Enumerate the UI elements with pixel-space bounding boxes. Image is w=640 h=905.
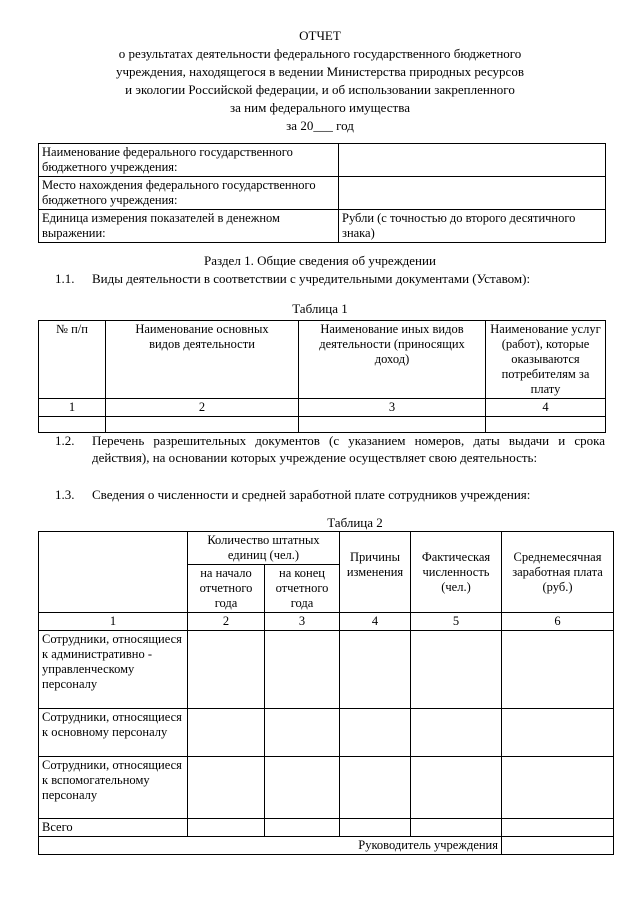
col-number: 1 <box>39 399 106 417</box>
institution-info-table <box>38 143 606 243</box>
col-number: 2 <box>188 613 265 631</box>
report-year-line: за 20___ год <box>286 118 354 133</box>
item-text: Перечень разрешительных документов (с указанием номеров, даты выдачи и срока действия), на основании которых учреждение осуществляет свою деятельность: <box>92 433 605 465</box>
row-label: Сотрудники, относящиеся к вспомогательному персоналу <box>39 757 188 819</box>
col-number: 2 <box>106 399 299 417</box>
table-cell <box>265 631 340 709</box>
item-number: 1.2. <box>55 433 75 448</box>
table-cell <box>502 631 614 709</box>
table-row <box>39 144 606 177</box>
table-row <box>39 631 614 709</box>
staff-table <box>38 531 614 855</box>
table-cell <box>340 631 411 709</box>
table-cell <box>265 819 340 837</box>
col-number: 5 <box>411 613 502 631</box>
info-value <box>339 144 606 177</box>
table-cell <box>188 631 265 709</box>
table-cell <box>265 757 340 819</box>
col-number: 6 <box>502 613 614 631</box>
table-number-row <box>39 613 614 631</box>
row-label: Всего <box>39 819 188 837</box>
col-subheader: на начало отчетного года <box>188 565 265 613</box>
table-row <box>39 417 606 433</box>
col-number: 1 <box>39 613 188 631</box>
table-cell <box>188 709 265 757</box>
report-subtitle-line: учреждения, находящегося в ведении Министерства природных ресурсов <box>116 64 524 79</box>
report-subtitle-line: о результатах деятельности федерального государственного бюджетного <box>118 46 522 61</box>
table-cell <box>340 709 411 757</box>
col-group-header: Количество штатных единиц (чел.) <box>188 532 340 565</box>
table1-caption: Таблица 1 <box>292 301 348 316</box>
signature-cell <box>502 837 614 855</box>
report-subtitle-line: за ним федерального имущества <box>230 100 410 115</box>
table-cell <box>411 631 502 709</box>
info-value: Рубли (с точностью до второго десятичного знака) <box>339 210 606 243</box>
report-header <box>0 27 640 135</box>
col-header: Причины изменения <box>340 532 411 613</box>
info-label: Наименование федерального государственного бюджетного учреждения: <box>39 144 339 177</box>
col-header: Среднемесячная заработная плата (руб.) <box>502 532 614 613</box>
table-cell <box>265 709 340 757</box>
section-heading: Раздел 1. Общие сведения об учреждении <box>204 253 436 268</box>
col-number: 3 <box>299 399 486 417</box>
col-header: Наименование иных видов деятельности (приносящих доход) <box>299 321 486 399</box>
col-header: Наименование основных видов деятельности <box>106 321 299 399</box>
table-row <box>39 177 606 210</box>
info-label: Место нахождения федерального государственного бюджетного учреждения: <box>39 177 339 210</box>
activities-table <box>38 320 606 433</box>
row-label: Сотрудники, относящиеся к основному персоналу <box>39 709 188 757</box>
col-number: 3 <box>265 613 340 631</box>
table-cell <box>411 757 502 819</box>
empty-header-cell <box>39 532 188 613</box>
table-header-row <box>39 532 614 565</box>
table-header-row <box>39 321 606 399</box>
table-row <box>39 709 614 757</box>
item-text: Виды деятельности в соответствии с учредительными документами (Уставом): <box>92 271 531 286</box>
table-cell <box>340 819 411 837</box>
table-cell <box>188 819 265 837</box>
info-value <box>339 177 606 210</box>
table-cell <box>106 417 299 433</box>
col-subheader: на конец отчетного года <box>265 565 340 613</box>
col-header: Фактическая численность (чел.) <box>411 532 502 613</box>
table-row <box>39 757 614 819</box>
table-cell <box>411 819 502 837</box>
item-text: Сведения о численности и средней заработной плате сотрудников учреждения: <box>92 487 531 502</box>
table-cell <box>502 757 614 819</box>
row-label: Сотрудники, относящиеся к административно - управленческому персоналу <box>39 631 188 709</box>
signature-label: Руководитель учреждения <box>39 837 502 855</box>
table-cell <box>486 417 606 433</box>
table-cell <box>411 709 502 757</box>
col-number: 4 <box>340 613 411 631</box>
report-title: ОТЧЕТ <box>299 28 341 43</box>
table-cell <box>39 417 106 433</box>
report-subtitle-line: и экологии Российской федерации, и об использовании закрепленного <box>125 82 515 97</box>
table-cell <box>188 757 265 819</box>
table-number-row <box>39 399 606 417</box>
table2-caption: Таблица 2 <box>327 515 383 530</box>
table-row <box>39 819 614 837</box>
info-label: Единица измерения показателей в денежном выражении: <box>39 210 339 243</box>
col-header: Наименование услуг (работ), которые оказываются потребителям за плату <box>486 321 606 399</box>
item-number: 1.3. <box>55 487 75 502</box>
table-cell <box>502 819 614 837</box>
table-row <box>39 210 606 243</box>
table-cell <box>299 417 486 433</box>
table-cell <box>340 757 411 819</box>
signature-row <box>39 837 614 855</box>
item-number: 1.1. <box>55 271 75 286</box>
col-number: 4 <box>486 399 606 417</box>
table-cell <box>502 709 614 757</box>
col-header: № п/п <box>39 321 106 399</box>
